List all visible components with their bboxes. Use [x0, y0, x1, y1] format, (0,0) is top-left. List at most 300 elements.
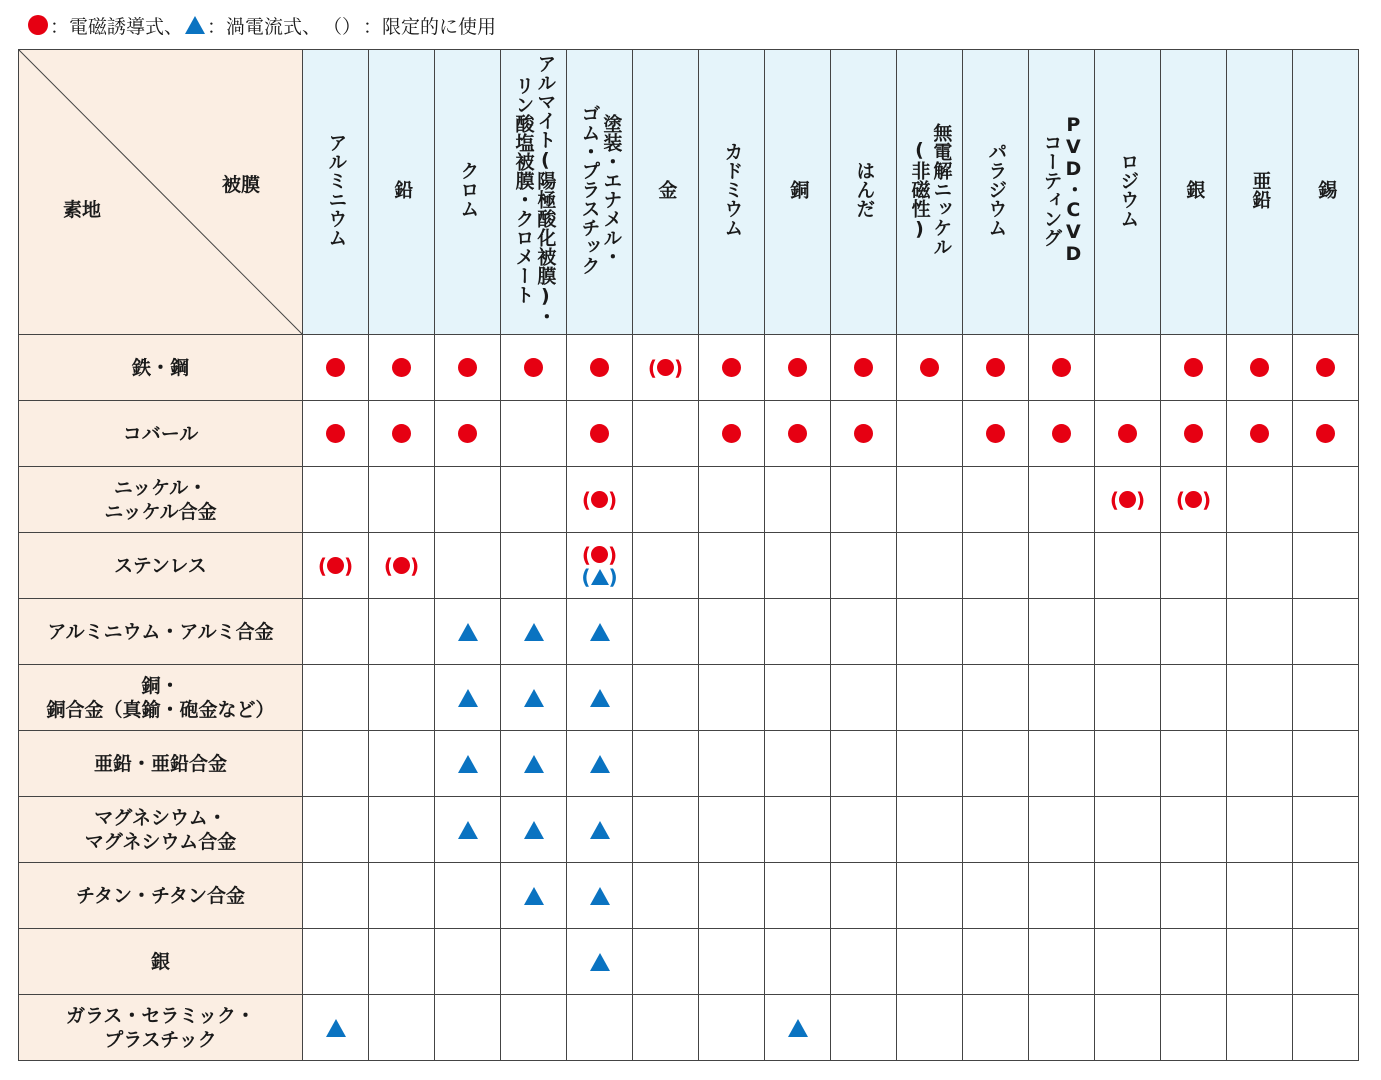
compatibility-table — [18, 49, 1359, 1061]
row-header-line: ニッケル合金 — [104, 500, 217, 523]
column-header — [567, 50, 633, 335]
table-cell — [633, 401, 699, 467]
table-cell — [1293, 401, 1359, 467]
table-cell — [1227, 599, 1293, 665]
table-cell — [303, 863, 369, 929]
electromagnetic-mark-icon — [986, 424, 1005, 443]
column-header — [831, 50, 897, 335]
eddy-current-mark-icon — [591, 569, 609, 585]
row-header-line: 亜鉛・亜鉛合金 — [93, 752, 227, 775]
table-cell — [1095, 599, 1161, 665]
table-cell — [699, 599, 765, 665]
eddy-current-mark-icon — [458, 755, 478, 773]
table-cell — [1161, 533, 1227, 599]
table-cell — [1161, 335, 1227, 401]
table-cell — [303, 599, 369, 665]
column-header — [1293, 50, 1359, 335]
table-cell — [963, 665, 1029, 731]
column-header-label — [908, 123, 952, 256]
circle-symbol-icon — [28, 15, 48, 35]
legend — [28, 10, 498, 40]
table-cell — [699, 665, 765, 731]
eddy-current-mark-icon — [524, 755, 544, 773]
column-header-line: 錫 — [1315, 180, 1338, 199]
electromagnetic-mark-icon — [590, 424, 609, 443]
table-cell — [633, 599, 699, 665]
table-cell — [567, 665, 633, 731]
triangle-symbol-icon — [185, 16, 205, 34]
table-cell — [1029, 599, 1095, 665]
eddy-current-mark-icon — [788, 1019, 808, 1037]
column-header-label — [512, 54, 556, 326]
row-header — [19, 599, 303, 665]
table-cell — [1227, 995, 1293, 1061]
table-cell — [1029, 797, 1095, 863]
table-cell — [897, 533, 963, 599]
table-cell — [765, 995, 831, 1061]
table-cell — [1095, 995, 1161, 1061]
table-cell — [963, 401, 1029, 467]
row-header — [19, 863, 303, 929]
column-header-label — [1040, 114, 1084, 265]
row-header-line: ニッケル・ — [113, 476, 208, 499]
table-cell — [765, 335, 831, 401]
column-header — [963, 50, 1029, 335]
table-cell — [897, 401, 963, 467]
column-header — [435, 50, 501, 335]
column-header-line: リン酸塩被膜・クロメート — [512, 75, 535, 304]
table-cell — [699, 401, 765, 467]
table-cell — [1227, 665, 1293, 731]
table-cell — [501, 929, 567, 995]
eddy-current-mark-icon — [524, 689, 544, 707]
column-header-line: (非磁性) — [908, 139, 931, 240]
table-cell — [303, 665, 369, 731]
electromagnetic-mark-icon — [1185, 491, 1202, 508]
table-cell — [633, 467, 699, 533]
table-cell — [963, 467, 1029, 533]
header-row — [19, 50, 1359, 335]
table-cell — [897, 995, 963, 1061]
table-cell — [633, 533, 699, 599]
table-cell — [897, 335, 963, 401]
column-header — [897, 50, 963, 335]
eddy-current-mark-icon — [458, 689, 478, 707]
table-cell — [765, 665, 831, 731]
row-header — [19, 995, 303, 1061]
substrate-axis-label: 素地 — [63, 199, 102, 221]
column-header-label — [787, 180, 809, 199]
coating-axis-label: 被膜 — [222, 174, 261, 196]
table-cell — [1293, 467, 1359, 533]
electromagnetic-mark-icon — [1052, 358, 1071, 377]
table-cell — [369, 731, 435, 797]
electromagnetic-mark-icon — [854, 358, 873, 377]
table-cell — [699, 335, 765, 401]
table-cell — [501, 533, 567, 599]
table-cell — [1227, 467, 1293, 533]
table-cell — [435, 335, 501, 401]
table-cell — [1161, 401, 1227, 467]
column-header-line: PVD・CVD — [1062, 114, 1085, 265]
table-cell — [831, 863, 897, 929]
table-cell — [501, 731, 567, 797]
table-cell — [1227, 863, 1293, 929]
table-cell — [435, 467, 501, 533]
eddy-current-mark-icon — [458, 623, 478, 641]
row-header — [19, 401, 303, 467]
column-header-line: クロム — [457, 161, 480, 218]
table-cell — [303, 731, 369, 797]
electromagnetic-mark-icon — [722, 358, 741, 377]
column-header — [765, 50, 831, 335]
table-cell — [765, 731, 831, 797]
table-cell — [369, 797, 435, 863]
electromagnetic-mark-icon — [326, 424, 345, 443]
column-header — [1095, 50, 1161, 335]
table-cell — [303, 995, 369, 1061]
table-cell — [369, 533, 435, 599]
table-cell — [1227, 401, 1293, 467]
table-cell — [1161, 467, 1227, 533]
table-cell — [963, 995, 1029, 1061]
column-header-line: 銅 — [787, 180, 810, 199]
table-cell — [633, 731, 699, 797]
table-cell — [1029, 731, 1095, 797]
column-header-label — [457, 161, 479, 218]
table-cell — [501, 467, 567, 533]
table-cell — [1293, 995, 1359, 1061]
table-cell — [633, 863, 699, 929]
row-header — [19, 731, 303, 797]
table-cell — [897, 665, 963, 731]
table-cell — [831, 731, 897, 797]
electromagnetic-mark-icon — [1184, 358, 1203, 377]
electromagnetic-mark-icon — [1118, 424, 1137, 443]
electromagnetic-mark-icon — [1184, 424, 1203, 443]
column-header-line: ロジウム — [1117, 151, 1140, 228]
table-cell — [1227, 797, 1293, 863]
column-header-line: カドミウム — [721, 142, 744, 237]
table-cell — [1029, 995, 1095, 1061]
table-cell — [1029, 401, 1095, 467]
table-cell — [1095, 533, 1161, 599]
table-cell — [369, 665, 435, 731]
table-cell — [567, 863, 633, 929]
column-header-label — [578, 104, 622, 275]
table-cell — [1227, 929, 1293, 995]
table-cell — [435, 533, 501, 599]
table-cell — [567, 335, 633, 401]
column-header-label — [985, 142, 1007, 237]
column-header-line: 塗装・エナメル・ — [600, 113, 623, 266]
column-header — [303, 50, 369, 335]
table-cell — [435, 863, 501, 929]
table-cell — [963, 863, 1029, 929]
table-cell — [1293, 335, 1359, 401]
table-cell — [567, 995, 633, 1061]
column-header-label — [1183, 180, 1205, 199]
row-header-line: ガラス・セラミック・ — [65, 1004, 256, 1027]
legend-triangle-text: ：渦電流式、 — [207, 15, 322, 38]
electromagnetic-mark-icon — [1052, 424, 1071, 443]
table-cell — [633, 797, 699, 863]
column-header-label — [853, 161, 875, 218]
column-header-line: 無電解ニッケル — [930, 123, 953, 256]
table-cell — [897, 731, 963, 797]
electromagnetic-mark-icon — [788, 424, 807, 443]
table-cell — [303, 797, 369, 863]
table-cell — [831, 665, 897, 731]
table-cell — [435, 797, 501, 863]
table-cell — [435, 599, 501, 665]
table-row — [19, 401, 1359, 467]
table-cell — [831, 533, 897, 599]
column-header-line: パラジウム — [985, 142, 1008, 237]
table-cell — [1095, 863, 1161, 929]
column-header-line: 鉛 — [391, 180, 414, 199]
electromagnetic-mark-icon — [1316, 424, 1335, 443]
electromagnetic-mark-icon — [458, 424, 477, 443]
electromagnetic-mark-icon — [327, 557, 344, 574]
table-cell — [831, 797, 897, 863]
electromagnetic-mark-icon — [986, 358, 1005, 377]
row-header — [19, 467, 303, 533]
column-header-label — [1117, 152, 1139, 228]
table-cell — [1161, 731, 1227, 797]
electromagnetic-mark-icon — [920, 358, 939, 377]
electromagnetic-mark-icon — [657, 359, 674, 376]
column-header-label — [391, 180, 413, 199]
row-header-line: マグネシウム合金 — [84, 830, 237, 853]
table-cell — [1161, 797, 1227, 863]
legend-circle-text: ：電磁誘導式、 — [50, 15, 184, 38]
table-cell — [1227, 731, 1293, 797]
table-cell — [1029, 863, 1095, 929]
column-header — [633, 50, 699, 335]
table-cell — [1293, 863, 1359, 929]
table-cell — [897, 863, 963, 929]
column-header-label — [1249, 171, 1271, 209]
corner-cell — [19, 50, 303, 335]
table-cell — [897, 467, 963, 533]
table-cell — [831, 995, 897, 1061]
table-cell — [567, 797, 633, 863]
column-header-label — [721, 142, 743, 237]
column-header-line: 亜鉛 — [1249, 170, 1272, 209]
table-row — [19, 335, 1359, 401]
table-cell — [1293, 599, 1359, 665]
electromagnetic-mark-icon — [591, 546, 608, 563]
table-cell — [963, 929, 1029, 995]
table-cell — [765, 797, 831, 863]
table-cell — [567, 467, 633, 533]
row-header-line: 銅合金（真鍮・砲金など） — [46, 698, 275, 721]
electromagnetic-mark-icon — [393, 557, 410, 574]
table-cell — [435, 731, 501, 797]
table-cell — [1161, 599, 1227, 665]
table-cell — [765, 863, 831, 929]
table-cell — [633, 665, 699, 731]
row-header-line: ステンレス — [114, 554, 207, 577]
eddy-current-mark-icon — [524, 623, 544, 641]
table-cell — [369, 467, 435, 533]
table-cell — [1293, 533, 1359, 599]
table-cell — [1095, 335, 1161, 401]
table-row — [19, 995, 1359, 1061]
column-header-line: はんだ — [853, 161, 876, 218]
table-cell — [1029, 929, 1095, 995]
limited-electromagnetic-mark: ( ) — [581, 487, 618, 512]
eddy-current-mark-icon — [524, 887, 544, 905]
column-header — [501, 50, 567, 335]
table-cell — [1293, 731, 1359, 797]
electromagnetic-mark-icon — [392, 358, 411, 377]
table-cell — [435, 401, 501, 467]
table-cell — [303, 929, 369, 995]
electromagnetic-mark-icon — [392, 424, 411, 443]
row-header-line: 鉄・鋼 — [131, 356, 189, 379]
electromagnetic-mark-icon — [326, 358, 345, 377]
table-cell — [1029, 335, 1095, 401]
table-cell — [567, 929, 633, 995]
row-header-line: コバール — [122, 422, 199, 445]
limited-electromagnetic-mark: ( ) — [317, 553, 354, 578]
table-cell — [765, 467, 831, 533]
table-cell — [699, 533, 765, 599]
table-cell — [633, 929, 699, 995]
table-row — [19, 599, 1359, 665]
table-cell — [567, 731, 633, 797]
row-header-line: アルミニウム・アルミ合金 — [47, 620, 274, 643]
table-cell — [1293, 665, 1359, 731]
table-cell — [369, 995, 435, 1061]
electromagnetic-mark-icon — [524, 358, 543, 377]
electromagnetic-mark-icon — [590, 358, 609, 377]
table-row — [19, 467, 1359, 533]
table-cell — [633, 995, 699, 1061]
table-cell — [1029, 665, 1095, 731]
table-cell — [1029, 467, 1095, 533]
table-cell — [1161, 929, 1227, 995]
table-cell — [567, 401, 633, 467]
table-cell — [897, 599, 963, 665]
column-header — [1161, 50, 1227, 335]
table-cell — [831, 929, 897, 995]
table-cell — [435, 665, 501, 731]
table-cell — [1161, 995, 1227, 1061]
table-cell — [765, 533, 831, 599]
row-header-line: マグネシウム・ — [94, 806, 227, 829]
table-row — [19, 797, 1359, 863]
table-row — [19, 665, 1359, 731]
table-cell — [765, 599, 831, 665]
column-header-line: 銀 — [1183, 180, 1206, 199]
electromagnetic-mark-icon — [1119, 491, 1136, 508]
row-header — [19, 335, 303, 401]
eddy-current-mark-icon — [590, 689, 610, 707]
table-cell — [963, 533, 1029, 599]
limited-electromagnetic-mark: ( ) — [383, 553, 420, 578]
column-header-line: アルミニウム — [325, 132, 348, 247]
table-row — [19, 929, 1359, 995]
table-cell — [765, 401, 831, 467]
table-cell — [831, 599, 897, 665]
table-cell — [1095, 797, 1161, 863]
electromagnetic-mark-icon — [722, 424, 741, 443]
table-cell — [501, 797, 567, 863]
table-cell — [1095, 467, 1161, 533]
table-row — [19, 533, 1359, 599]
column-header-line: 金 — [655, 180, 678, 199]
table-cell — [963, 731, 1029, 797]
table-cell — [699, 797, 765, 863]
row-header-line: チタン・チタン合金 — [75, 884, 246, 907]
limited-electromagnetic-mark: ( ) — [1109, 487, 1146, 512]
electromagnetic-mark-icon — [458, 358, 477, 377]
limited-electromagnetic-mark: ( ) — [1175, 487, 1212, 512]
limited-electromagnetic-mark: ( ) — [647, 355, 684, 380]
table-cell — [1227, 533, 1293, 599]
electromagnetic-mark-icon — [591, 491, 608, 508]
table-cell — [567, 533, 633, 599]
table-cell — [699, 995, 765, 1061]
table-cell — [369, 863, 435, 929]
table-cell — [831, 401, 897, 467]
eddy-current-mark-icon — [458, 821, 478, 839]
electromagnetic-mark-icon — [788, 358, 807, 377]
row-header — [19, 797, 303, 863]
legend-paren-text: ：限定的に使用 — [363, 15, 497, 38]
table-cell — [303, 467, 369, 533]
electromagnetic-mark-icon — [1250, 424, 1269, 443]
table-cell — [1095, 929, 1161, 995]
row-header-line: 銅・ — [141, 674, 180, 697]
table-cell — [831, 335, 897, 401]
column-header-label — [1315, 180, 1337, 199]
table-cell — [699, 467, 765, 533]
table-cell — [1095, 665, 1161, 731]
table-cell — [369, 335, 435, 401]
row-header-line: プラスチック — [104, 1028, 217, 1051]
table-body — [19, 335, 1359, 1061]
electromagnetic-mark-icon — [854, 424, 873, 443]
table-cell — [897, 797, 963, 863]
column-header-label — [655, 180, 677, 199]
table-cell — [435, 995, 501, 1061]
table-row — [19, 863, 1359, 929]
electromagnetic-mark-icon — [1316, 358, 1335, 377]
table-cell — [1095, 731, 1161, 797]
eddy-current-mark-icon — [590, 953, 610, 971]
electromagnetic-mark-icon — [1250, 358, 1269, 377]
legend-paren-symbol: （） — [323, 15, 362, 38]
table-cell — [567, 599, 633, 665]
table-cell — [369, 929, 435, 995]
table-cell — [1095, 401, 1161, 467]
table-cell — [1293, 929, 1359, 995]
table-cell — [303, 401, 369, 467]
column-header — [1227, 50, 1293, 335]
table-cell — [1227, 335, 1293, 401]
table-cell — [963, 599, 1029, 665]
table-cell — [501, 599, 567, 665]
table-cell — [501, 401, 567, 467]
table-cell — [303, 533, 369, 599]
column-header-line: コーティング — [1040, 132, 1063, 247]
table-cell — [369, 401, 435, 467]
table-cell — [765, 929, 831, 995]
